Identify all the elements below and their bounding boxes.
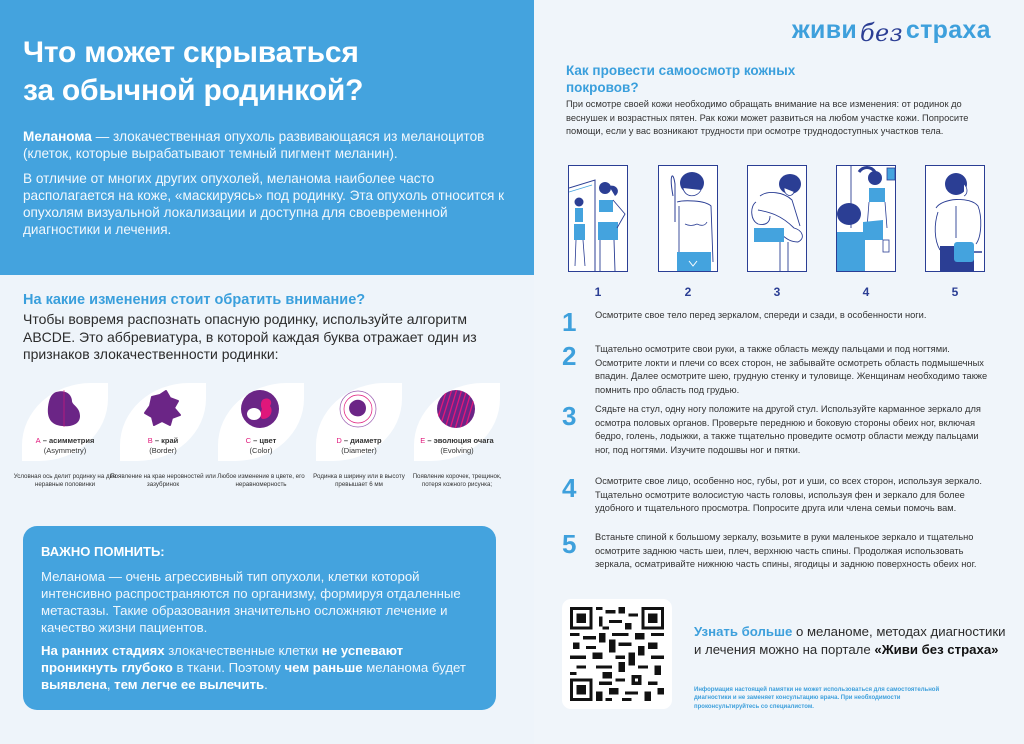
illustration-number: 1: [594, 285, 602, 299]
disclaimer: Информация настоящей памятки не может использоваться для самостоятельной диагностики и не заменяет консультацию врача. При необходимости проконсультируйтесь со специалистом.: [694, 687, 940, 710]
body-text: ,: [106, 677, 115, 692]
abcde-english: (Asymmetry): [43, 446, 87, 455]
abcde-name: – край: [152, 436, 179, 445]
emphasis-text: выявлена: [41, 677, 107, 692]
step-number: 1: [562, 307, 577, 337]
abcde-description: Условная ось делит родинку на две неравные половинки: [13, 473, 117, 489]
body-text: злокачественные клетки: [164, 643, 322, 658]
emphasis-text: тем легче ее вылечить: [114, 677, 265, 692]
diameter-mole-icon: [336, 389, 380, 429]
definition-text: — злокачественная опухоль развивающаяся из меланоцитов (клеток, которые вырабатывают темный пигмент меланин).: [23, 129, 485, 161]
abcde-item-b: [110, 383, 216, 503]
abcde-label: [12, 436, 118, 456]
abcde-label: [404, 436, 510, 456]
qr-code-icon: [570, 607, 664, 701]
irregular-border-mole-icon: [140, 389, 184, 429]
uneven-color-mole-icon: [238, 389, 282, 429]
logo-word-1: живи: [792, 16, 858, 44]
asymmetric-mole-icon: [42, 389, 86, 429]
page-title: [23, 34, 443, 110]
emphasis-text: На ранних стадиях: [41, 643, 165, 658]
portal-name: «Живи без страха»: [874, 642, 999, 657]
abcde-name: – эволюция очага: [425, 436, 494, 445]
body-text: меланома будет: [362, 660, 466, 675]
abcde-item-d: [313, 383, 405, 503]
body-text: .: [264, 677, 268, 692]
abcde-description: Появление на крае неровностей или зазубринок: [110, 473, 216, 489]
step-text: Осмотрите свое тело перед зеркалом, спереди и сзади, в особенности ноги.: [595, 310, 927, 320]
melanoma-description: В отличие от многих других опухолей, меланома наиболее часто располагается на коже, «маскируясь» под родинку. Эта опухоль относится к опухолям визуальной локализации и доступна для своевременной диагностики и лечения.: [23, 171, 505, 237]
qr-code[interactable]: [562, 599, 672, 709]
changes-heading: На какие изменения стоит обратить внимание?: [23, 292, 366, 308]
abcde-description: Родинка в ширину или в высоту превышает 6 мм: [313, 473, 405, 489]
evolving-mole-icon: [434, 389, 478, 429]
abcde-description: Появление корочек, трещинок, потеря кожного рисунка;: [412, 473, 502, 489]
hero-banner: [0, 0, 534, 275]
abcde-label: [208, 436, 314, 456]
man-checking-arm-illustration: [658, 165, 718, 272]
step-number: 3: [562, 401, 577, 431]
abcde-english: (Color): [249, 446, 273, 455]
abcde-letter: A: [35, 436, 41, 445]
title-line-2: за обычной родинкой?: [23, 74, 364, 107]
logo-word-3: страха: [905, 16, 991, 44]
step-number: 4: [562, 473, 577, 503]
woman-with-hand-mirror-illustration: [836, 165, 896, 272]
self-exam-heading: Как провести самоосмотр кожных покровов?: [566, 63, 796, 95]
abcde-name: – цвет: [251, 436, 277, 445]
abcde-english: (Diameter): [341, 446, 377, 455]
important-title: ВАЖНО ПОМНИТЬ:: [41, 544, 165, 559]
brand-logo: [792, 16, 991, 45]
abcde-name: – асимметрия: [40, 436, 95, 445]
important-text-2: [41, 642, 481, 693]
title-line-1: Что может скрываться: [23, 36, 359, 69]
body-text: в ткани. Поэтому: [172, 660, 285, 675]
abcde-english: (Evolving): [440, 446, 474, 455]
abcde-label: [110, 436, 216, 456]
abcde-letter: C: [245, 436, 252, 445]
emphasis-text: не успевают проникнуть глубоко: [41, 643, 404, 675]
abcde-item-e: [414, 383, 500, 503]
learn-more-highlight: Узнать больше: [694, 624, 793, 639]
abcde-letter: E: [420, 436, 426, 445]
step-text: Сядьте на стул, одну ногу положите на другой стул. Используйте карманное зеркало для осмотра половых органов. Проверьте переднюю и боковую стороны обеих ног, включая бедро, голень, лодыжки, а также тщательно проведите осмотр области между пальцами ног, под ногтями. Изучите подошвы ног и пятки.: [595, 404, 981, 455]
abcde-letter: B: [147, 436, 153, 445]
man-checking-legs-illustration: [747, 165, 807, 272]
important-note-box: [23, 526, 496, 710]
logo-word-2: без: [860, 19, 903, 47]
abcde-label: [306, 436, 412, 456]
man-checking-back-illustration: [925, 165, 985, 272]
illustration-number: 3: [773, 285, 781, 299]
right-page: [534, 0, 1024, 744]
illustration-number: 4: [862, 285, 870, 299]
learn-more-text: [694, 623, 1014, 659]
step-text: Осмотрите свое лицо, особенно нос, губы, рот и уши, со всех сторон, используя зеркало. Тщательно осмотрите волосистую часть головы, используя фен и зеркало для более удобного и тщательного просмотра. Попросите друга или члена семьи помочь вам.: [595, 476, 982, 513]
abcde-english: (Border): [149, 446, 177, 455]
woman-at-mirror-illustration: [568, 165, 628, 272]
step-text: Тщательно осмотрите свои руки, а также область между пальцами и под ногтями. Осмотрите локти и плечи со всех сторон, не забывайте осмотреть область подмышечных впадин. Далее осмотрите шею, грудную стенку и туловище. Женщинам необходимо также помнить про область под грудью.: [595, 344, 988, 395]
abcde-letter: D: [336, 436, 342, 445]
step-number: 2: [562, 341, 577, 371]
abcde-intro: Чтобы вовремя распознать опасную родинку, используйте алгоритм ABCDE. Это аббревиатура, в которой каждая буква отражает один из признаков злокачественности родинки:: [23, 311, 477, 362]
abcde-item-a: [13, 383, 117, 503]
illustration-number: 5: [951, 285, 959, 299]
abcde-item-c: [218, 383, 304, 503]
emphasis-text: чем раньше: [284, 660, 363, 675]
self-exam-intro: При осмотре своей кожи необходимо обращать внимание на все изменения: от родинок до веснушек и возрастных пятен. Рак кожи может развиться на любом участке кожи. Попросите помощи, если у вас возникают трудности при осмотре труднодоступных участков тела.: [566, 99, 969, 136]
learn-more-body: о меланоме, методах диагностики и лечения можно на портале: [694, 624, 1006, 657]
important-text-1: Меланома — очень агрессивный тип опухоли, клетки которой интенсивно распространяются по организму, формируя отдаленные метастазы. Такие образования значительно осложняют лечение и качество жизни пациентов.: [41, 569, 461, 635]
step-text: Встаньте спиной к большому зеркалу, возьмите в руки маленькое зеркало и тщательно осмотрите заднюю часть шеи, плеч, верхнюю часть спины. Продолжая использовать зеркала, осматривайте нижнюю часть спины, ягодицы и заднюю поверхность обеих ног.: [595, 532, 977, 569]
abcde-list: [13, 383, 502, 503]
step-number: 5: [562, 529, 577, 559]
abcde-name: – диаметр: [341, 436, 382, 445]
abcde-description: Любое изменение в цвете, его неравномерность: [217, 473, 305, 489]
melanoma-definition: [23, 128, 523, 162]
illustration-number: 2: [684, 285, 692, 299]
melanoma-term: Меланома: [23, 129, 92, 144]
